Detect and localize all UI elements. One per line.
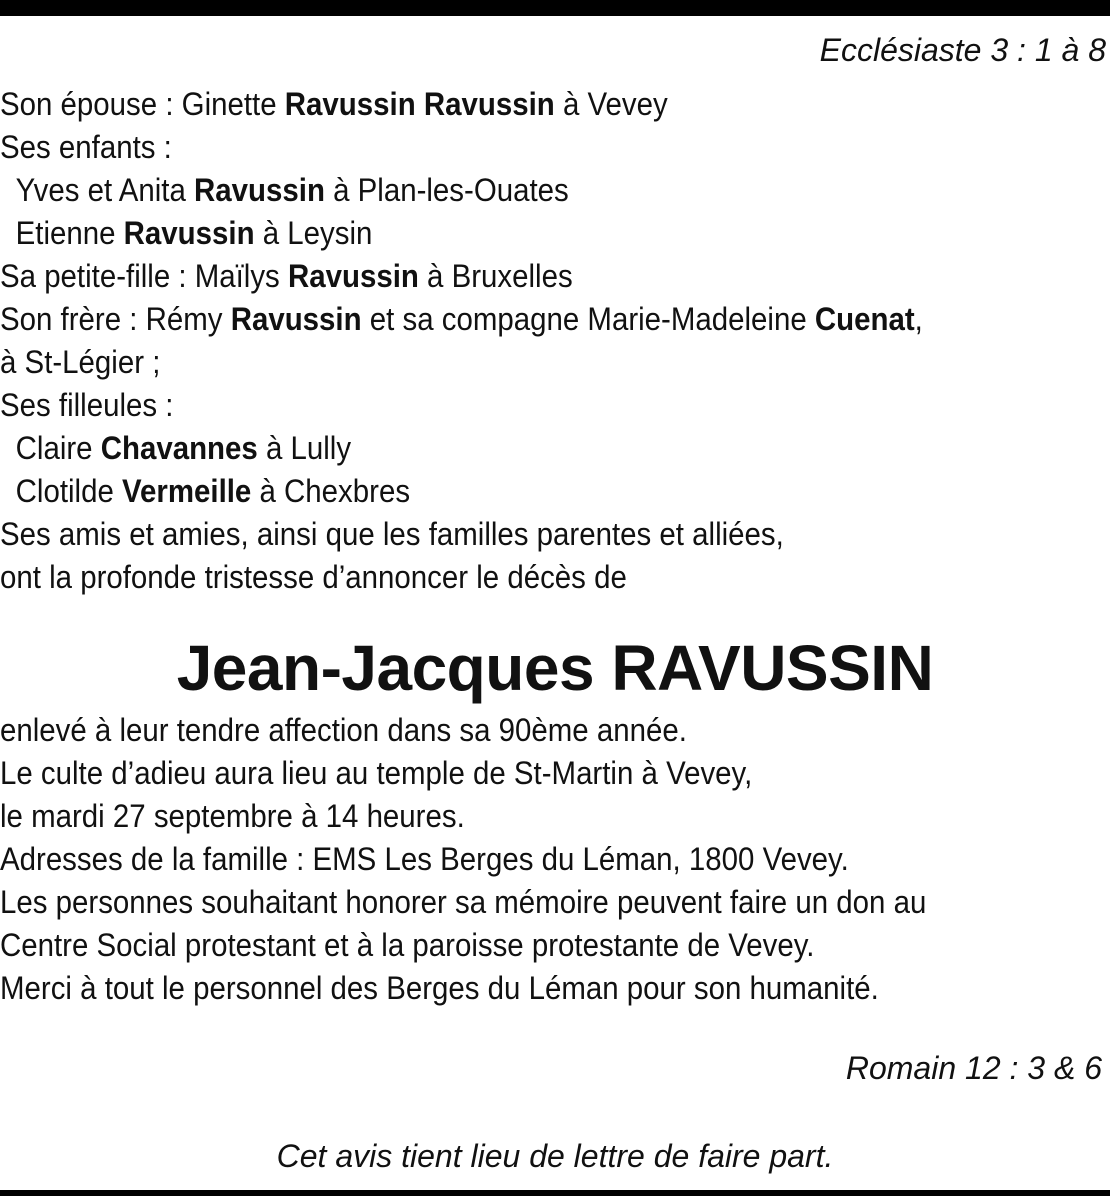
details-line-2: Le culte d’adieu aura lieu au temple de St-Martin à Vevey,: [0, 755, 753, 791]
goddaughter2-prefix: Clotilde: [15, 473, 123, 509]
child1-prefix: Yves et Anita: [15, 172, 195, 208]
details-line-1: enlevé à leur tendre affection dans sa 90ème année.: [0, 712, 687, 748]
goddaughter-line-2: [0, 470, 1021, 513]
granddaughter-name: Ravussin: [287, 258, 419, 294]
bottom-rule: [0, 1190, 1110, 1196]
goddaughter2-suffix: à Chexbres: [251, 473, 411, 509]
details-line-3: le mardi 27 septembre à 14 heures.: [0, 798, 465, 834]
brother-partner-name: Cuenat: [814, 301, 915, 337]
verse-reference-bottom: Romain 12 : 3 & 6: [845, 1050, 1102, 1086]
goddaughter2-name: Vermeille: [122, 473, 252, 509]
goddaughter1-suffix: à Lully: [257, 430, 352, 466]
brother-name: Ravussin: [230, 301, 362, 337]
obituary-notice: [0, 28, 1110, 1010]
friends-line: Ses amis et amies, ainsi que les familles parentes et alliées,: [0, 516, 784, 552]
spouse-suffix: à Vevey: [554, 86, 668, 122]
child2-name: Ravussin: [123, 215, 255, 251]
spouse-name: Ravussin Ravussin: [284, 86, 555, 122]
goddaughter1-prefix: Claire: [15, 430, 101, 466]
granddaughter-prefix: Sa petite-fille : Maïlys: [0, 258, 288, 294]
goddaughter-line-1: [0, 427, 1021, 470]
brother-suffix: ,: [914, 301, 923, 337]
child1-suffix: à Plan-les-Ouates: [324, 172, 569, 208]
details-line-5: Les personnes souhaitant honorer sa mémoire peuvent faire un don au: [0, 884, 927, 920]
goddaughters-label: Ses filleules :: [0, 387, 174, 423]
family-list: [0, 83, 1021, 599]
brother-prefix: Son frère : Rémy: [0, 301, 231, 337]
details-line-6: Centre Social protestant et à la paroisse protestante de Vevey.: [0, 927, 815, 963]
goddaughter1-name: Chavannes: [100, 430, 258, 466]
announce-line: ont la profonde tristesse d’annoncer le décès de: [0, 559, 627, 595]
child2-prefix: Etienne: [15, 215, 124, 251]
children-label: Ses enfants :: [0, 129, 172, 165]
spouse-line: [0, 83, 1021, 126]
granddaughter-suffix: à Bruxelles: [418, 258, 573, 294]
child-line-1: [0, 169, 1021, 212]
brother-location-line: à St-Légier ;: [0, 344, 161, 380]
brother-line: [0, 298, 1021, 341]
granddaughter-line: [0, 255, 1021, 298]
child1-name: Ravussin: [194, 172, 325, 208]
verse-reference-top: Ecclésiaste 3 : 1 à 8: [819, 32, 1106, 68]
deceased-name: Jean-Jacques RAVUSSIN: [176, 632, 934, 704]
top-rule: [0, 0, 1110, 16]
spouse-prefix: Son épouse : Ginette: [0, 86, 285, 122]
details-line-7: Merci à tout le personnel des Berges du Léman pour son humanité.: [0, 970, 879, 1006]
footer-note: Cet avis tient lieu de lettre de faire part.: [276, 1138, 834, 1174]
details-line-4: Adresses de la famille : EMS Les Berges du Léman, 1800 Vevey.: [0, 841, 849, 877]
child2-suffix: à Leysin: [254, 215, 373, 251]
child-line-2: [0, 212, 1021, 255]
brother-middle: et sa compagne Marie-Madeleine: [361, 301, 815, 337]
ceremony-details: [0, 709, 1021, 1010]
